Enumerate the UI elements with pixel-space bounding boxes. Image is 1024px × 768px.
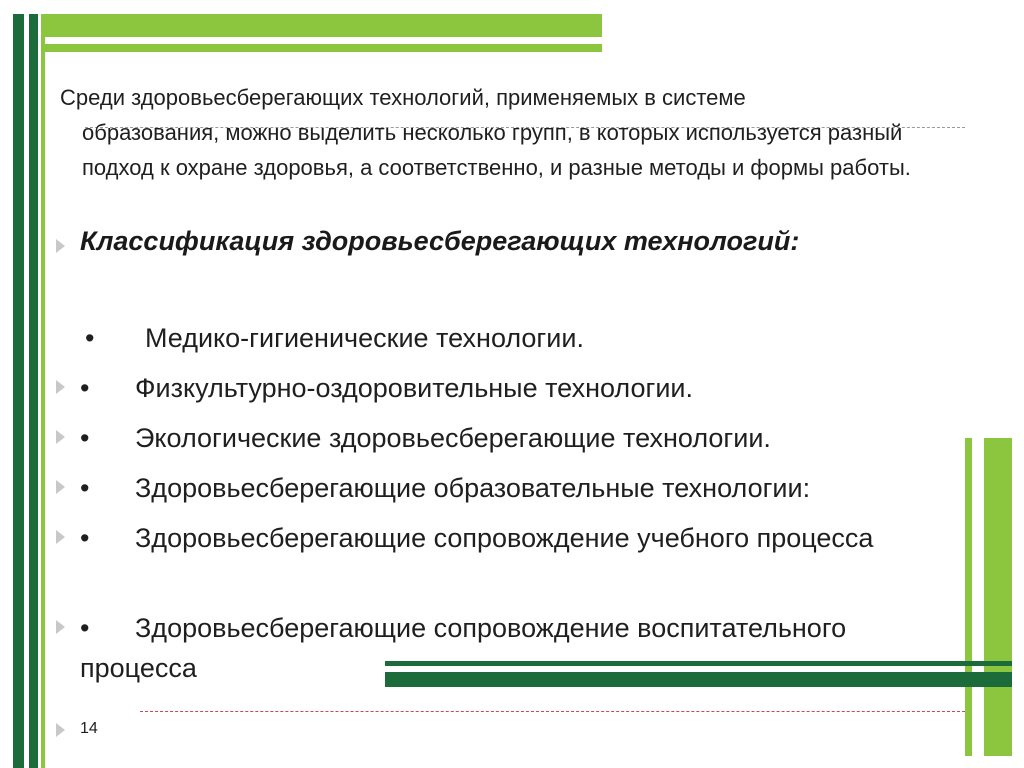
bullet-arrow-icon: [56, 430, 65, 444]
bullet-dot: •: [80, 473, 90, 503]
page-number: 14: [80, 720, 98, 737]
list-item: [80, 318, 960, 358]
intro-continuation: образования, можно выделить несколько групп, в которых используется разный подход к охране здоровья, а соответственно, и разные методы и формы работы.: [82, 120, 911, 180]
bullet-arrow-icon: [56, 239, 65, 253]
bullet-dot: •: [80, 423, 90, 453]
bullet-arrow-icon: [56, 380, 65, 394]
dashed-divider-bottom: [140, 711, 965, 712]
bullet-arrow-icon: [56, 723, 65, 737]
right-light-bar-wide: [984, 438, 1012, 756]
list-item: [80, 368, 960, 408]
right-light-bar-thin: [965, 438, 972, 756]
left-dark-bar: [13, 14, 24, 768]
top-thin-bar: [45, 44, 602, 52]
list-item: [80, 418, 960, 458]
intro-paragraph: [60, 80, 965, 185]
list-item: [80, 608, 960, 688]
list-item-text: Здоровьесберегающие сопровождение учебного процесса: [135, 523, 874, 553]
top-green-bar: [45, 14, 602, 37]
bullet-dot: •: [80, 373, 90, 403]
bullet-arrow-icon: [56, 480, 65, 494]
bullet-arrow-icon: [56, 620, 65, 634]
list-item-text: Медико-гигиенические технологии.: [145, 323, 584, 353]
list-item: [80, 518, 960, 558]
left-dark-bar-2: [29, 14, 38, 768]
list-item-text: Здоровьесберегающие сопровождение воспитательного процесса: [80, 613, 847, 683]
intro-first-line: Среди здоровьесберегающих технологий, применяемых в системе: [60, 85, 746, 110]
list-item-text: Физкультурно-оздоровительные технологии.: [135, 373, 693, 403]
left-light-bar: [41, 14, 45, 768]
list-item-text: Здоровьесберегающие образовательные технологии:: [135, 473, 811, 503]
bullet-dot: •: [85, 323, 95, 353]
list-item: [80, 468, 960, 508]
bullet-dot: •: [80, 523, 90, 553]
classification-heading: Классификация здоровьесберегающих технологий:: [80, 226, 800, 256]
list-item-text: Экологические здоровьесберегающие технологии.: [135, 423, 771, 453]
bullet-arrow-icon: [56, 530, 65, 544]
bullet-dot: •: [80, 613, 90, 643]
